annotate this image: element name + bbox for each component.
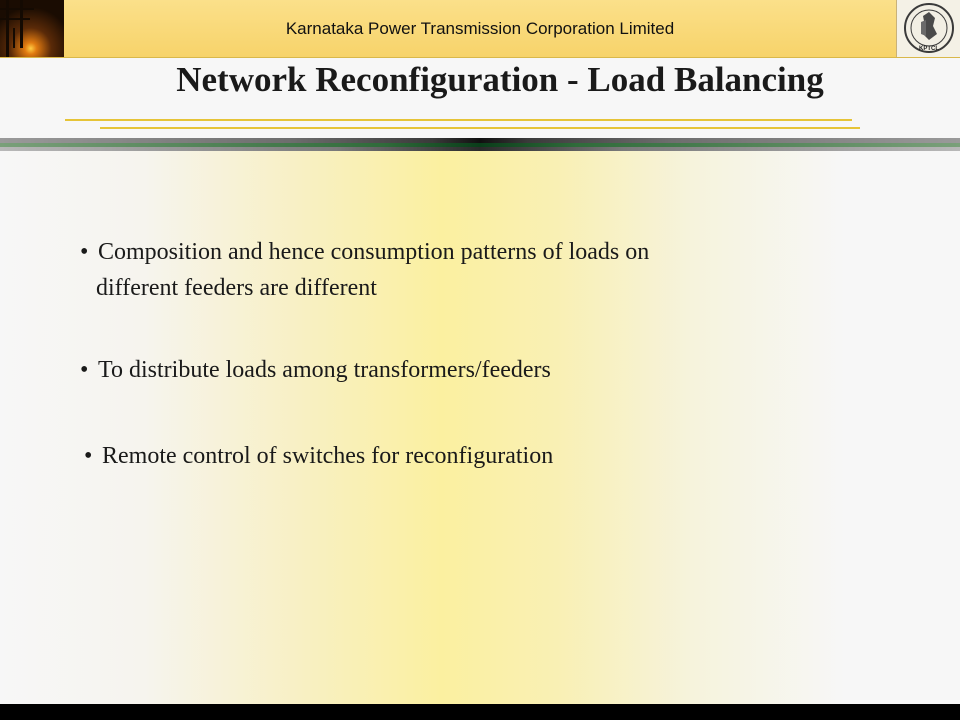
- kptcl-logo-icon: [896, 0, 960, 57]
- bullet-item: [80, 234, 649, 270]
- bullet-text: To distribute loads among transformers/feeders: [98, 357, 551, 383]
- bullet-text: Remote control of switches for reconfiguration: [102, 443, 554, 469]
- bullet-marker: •: [80, 239, 89, 265]
- bullet-item: [80, 352, 551, 388]
- bullet-text: Composition and hence consumption patterns of loads on: [98, 239, 650, 265]
- transmission-tower-photo-icon: [0, 0, 64, 57]
- bullet-marker: •: [80, 357, 89, 383]
- bullet-continuation: [96, 270, 377, 306]
- bullet-marker: •: [84, 443, 93, 469]
- title-underline-bottom: [100, 127, 860, 129]
- footer-bar: [0, 704, 960, 720]
- slide-title: Network Reconfiguration - Load Balancing: [176, 60, 824, 99]
- logo-text: KPTCL: [919, 46, 939, 52]
- organization-name: Karnataka Power Transmission Corporation Limited: [285, 19, 675, 38]
- title-underline-top: [65, 119, 852, 121]
- divider-bar-light: [0, 147, 960, 151]
- bullet-item: [84, 438, 553, 474]
- bullet-text: different feeders are different: [96, 275, 377, 301]
